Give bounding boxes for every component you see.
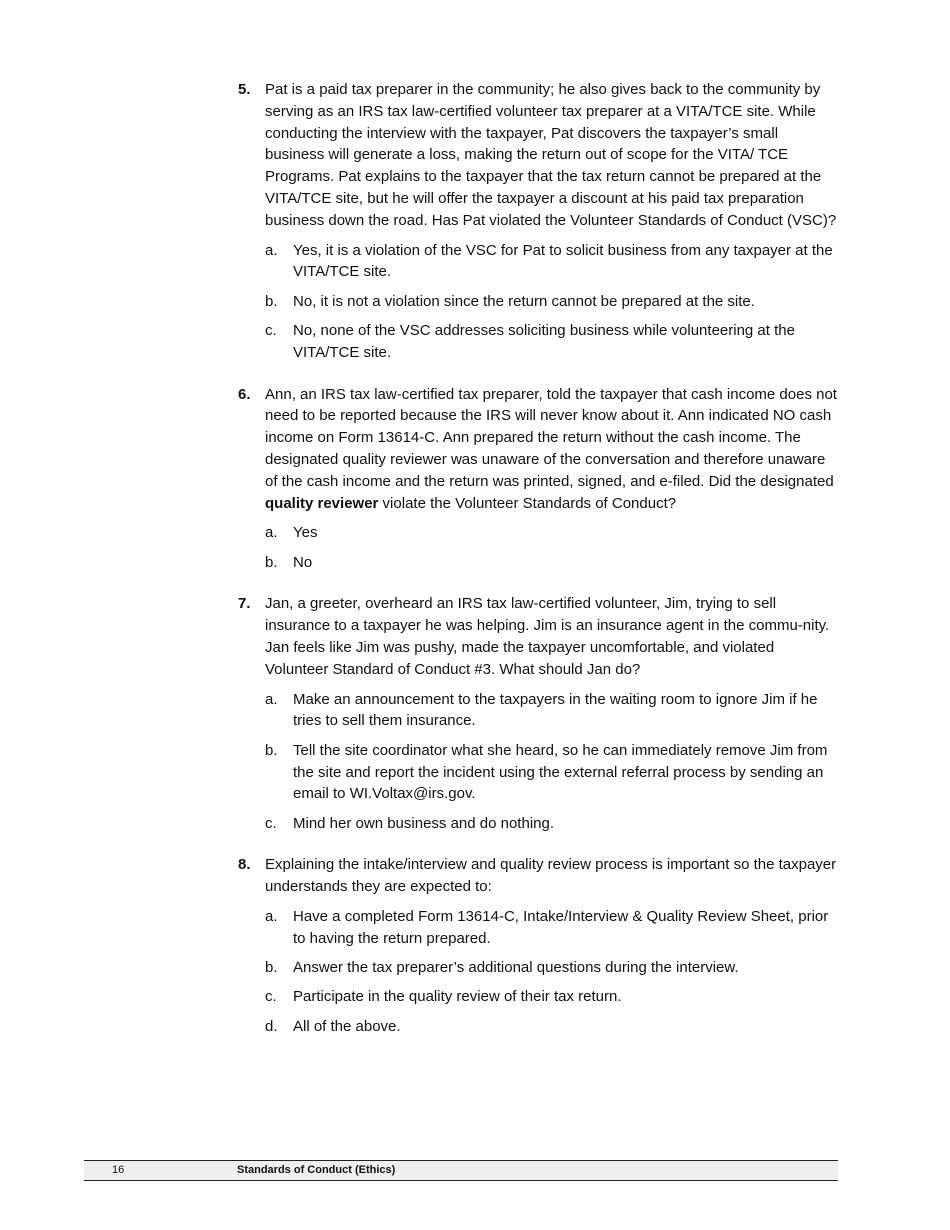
question-number: 8. — [238, 856, 251, 874]
option-letter: a. — [265, 524, 278, 542]
option-letter: a. — [265, 908, 278, 925]
answer-options — [265, 689, 838, 835]
answer-option — [265, 986, 838, 1008]
answer-option — [265, 906, 838, 950]
option-letter: d. — [265, 1017, 278, 1035]
option-letter: b. — [265, 553, 278, 571]
question-8 — [238, 854, 838, 1037]
option-letter: b. — [265, 959, 278, 977]
option-letter: b. — [265, 741, 278, 759]
question-text-start: Ann, an IRS tax law-certified tax preparer, told the taxpayer that cash income does not need to be reported because the IRS will never know about it. Ann indicated NO cash income on Form 13614-C. Ann prepared the return without the cash income. The designated quality reviewer was unaware of the conversation and therefore unaware of the cash income and the return was printed, signed, and e-filed. Did the designated — [265, 385, 837, 490]
question-text-emphasis: quality reviewer — [265, 494, 379, 512]
option-letter: c. — [265, 321, 277, 339]
option-letter: a. — [265, 241, 278, 259]
option-text: Mind her own business and do nothing. — [293, 814, 555, 832]
document-body — [238, 79, 838, 1057]
option-text: Answer the tax preparer’s additional questions during the interview. — [293, 959, 739, 977]
page-number: 16 — [112, 1164, 125, 1176]
option-text: Yes, it is a violation of the VSC for Pat to solicit business from any taxpayer at the VITA/TCE site. — [293, 241, 833, 281]
page-footer — [84, 1160, 838, 1181]
option-text: Have a completed Form 13614-C, Intake/Interview & Quality Review Sheet, prior to having the return prepared. — [293, 908, 829, 947]
footer-title: Standards of Conduct (Ethics) — [237, 1164, 396, 1176]
question-text — [265, 384, 838, 515]
question-7 — [238, 593, 838, 834]
question-6 — [238, 384, 838, 574]
question-text: Jan, a greeter, overheard an IRS tax law-certified volunteer, Jim, trying to sell insurance to a taxpayer he was helping. Jim is an insurance agent in the commu-nity. Jan feels like Jim was pushy, made the taxpayer uncomfortable, and violated Volunteer Standard of Conduct #3. What should Jan do? — [265, 595, 830, 678]
option-letter: a. — [265, 690, 278, 708]
answer-option — [265, 240, 838, 284]
question-number: 5. — [238, 81, 251, 98]
answer-option — [265, 522, 838, 544]
question-5 — [238, 79, 838, 364]
option-text: Tell the site coordinator what she heard, so he can immediately remove Jim from the site and report the incident using the external referral process by sending an email to WI.Voltax@irs.gov. — [293, 741, 828, 803]
option-text: Participate in the quality review of their tax return. — [293, 988, 622, 1006]
question-number: 7. — [238, 595, 251, 613]
option-letter: c. — [265, 814, 277, 832]
answer-option — [265, 689, 838, 733]
option-text: Make an announcement to the taxpayers in the waiting room to ignore Jim if he tries to sell them insurance. — [293, 690, 818, 730]
option-text: No — [293, 553, 313, 571]
question-text-end: violate the Volunteer Standards of Conduct? — [378, 494, 677, 512]
answer-option — [265, 320, 838, 364]
answer-option — [265, 813, 838, 835]
option-text: Yes — [293, 524, 318, 542]
answer-option — [265, 957, 838, 979]
option-letter: b. — [265, 292, 278, 310]
question-number: 6. — [238, 385, 251, 403]
answer-options — [265, 240, 838, 364]
question-text: Explaining the intake/interview and quality review process is important so the taxpayer understands they are expected to: — [265, 856, 837, 896]
answer-option — [265, 740, 838, 805]
answer-option — [265, 1016, 838, 1038]
answer-options — [265, 906, 838, 1037]
answer-option — [265, 552, 838, 574]
option-text: All of the above. — [293, 1017, 401, 1035]
option-letter: c. — [265, 988, 277, 1006]
question-text: Pat is a paid tax preparer in the community; he also gives back to the community by serving as an IRS tax law-certified volunteer tax preparer at a VITA/TCE site. While conducting the interview with the taxpayer, Pat discovers the taxpayer’s small business will generate a loss, making the return out of scope for the VITA/ TCE Programs. Pat explains to the taxpayer that the tax return cannot be prepared at the VITA/TCE site, but he will offer the taxpayer a discount at his paid tax preparation business down the road. Has Pat violated the Volunteer Standards of Conduct (VSC)? — [265, 81, 837, 229]
answer-options — [265, 522, 838, 573]
option-text: No, it is not a violation since the return cannot be prepared at the site. — [293, 292, 755, 310]
option-text: No, none of the VSC addresses soliciting business while volunteering at the VITA/TCE site. — [293, 321, 795, 361]
answer-option — [265, 291, 838, 313]
